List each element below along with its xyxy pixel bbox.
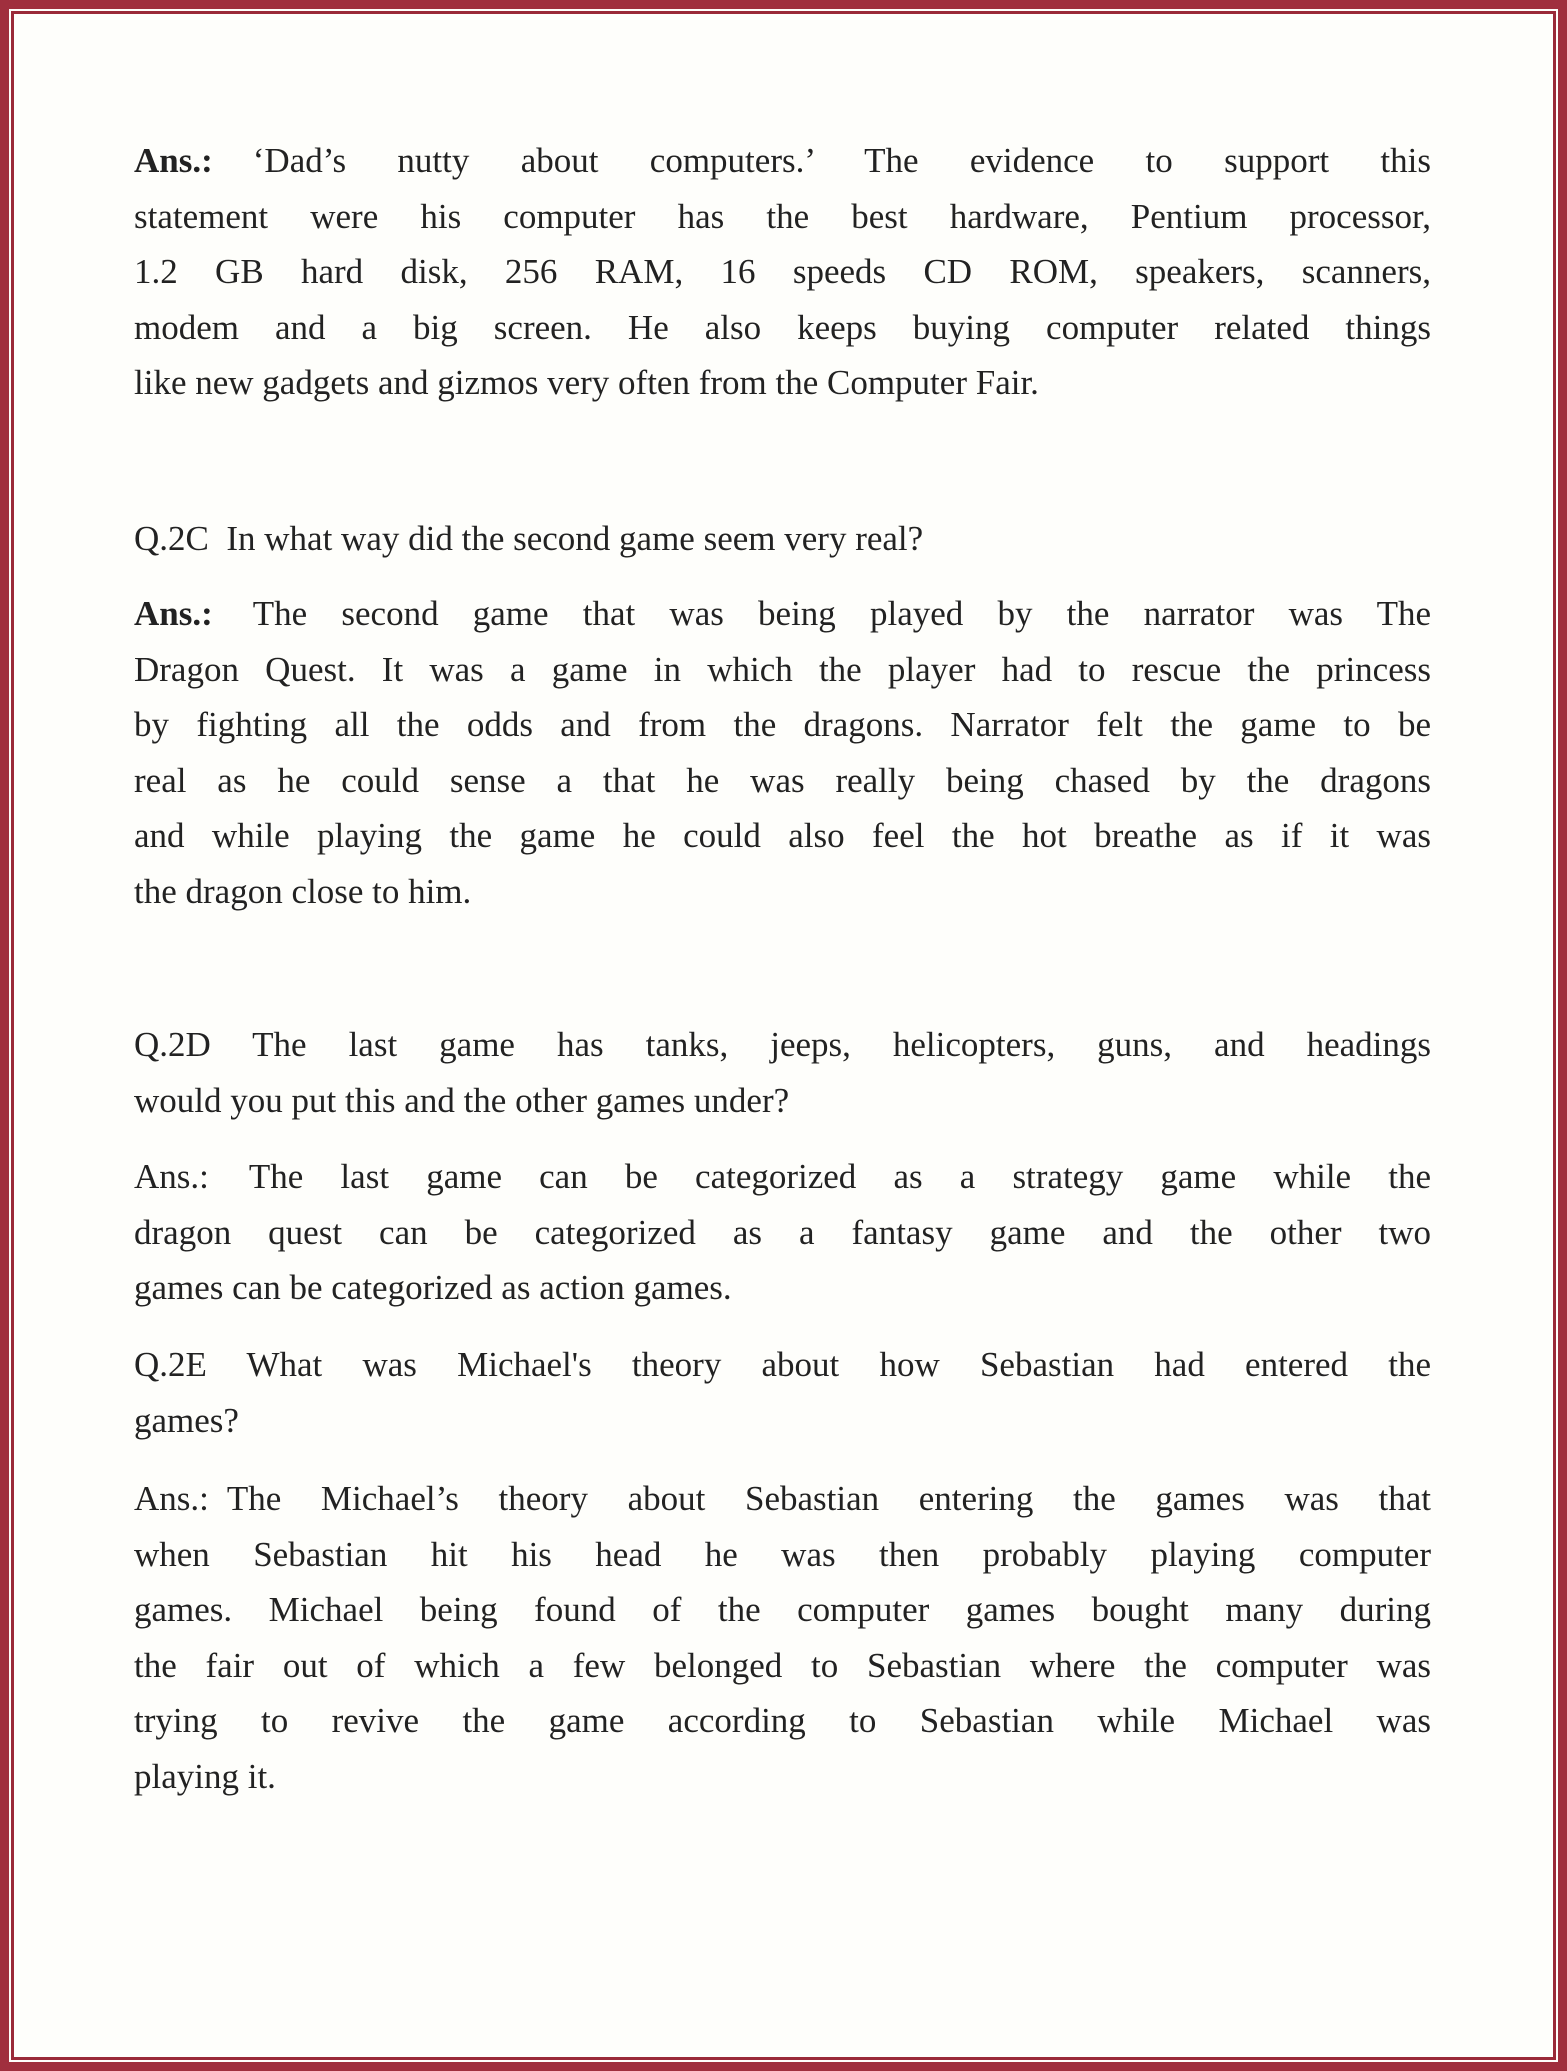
answer-label: Ans.:	[134, 1479, 209, 1518]
answer-line: the fair out of which a few belonged to Sebastian where the computer was	[134, 1645, 1431, 1685]
answer-line: The last game can be categorized as a strategy game while the	[248, 1157, 1431, 1196]
answer-line: modem and a big screen. He also keeps buying computer related things	[134, 307, 1431, 347]
question-text: Q.2C In what way did the second game seem very real?	[134, 519, 924, 558]
answer-line: when Sebastian hit his head he was then probably playing computer	[134, 1534, 1431, 1574]
question-text: would you put this and the other games under?	[134, 1080, 790, 1120]
answer-line: Dragon Quest. It was a game in which the player had to rescue the princess	[134, 649, 1431, 689]
q2c-answer	[134, 586, 1431, 919]
question-text: Q.2E What was Michael's theory about how Sebastian had entered the	[134, 1345, 1431, 1384]
answer-line: and while playing the game he could also feel the hot breathe as if it was	[134, 816, 1431, 855]
answer-label: Ans.:	[134, 1157, 209, 1196]
answer-line: by fighting all the odds and from the dragons. Narrator felt the game to be	[134, 705, 1431, 744]
answer-label: Ans.:	[134, 141, 213, 180]
answer-line: statement were his computer has the best hardware, Pentium processor,	[134, 196, 1431, 236]
q2d-answer	[134, 1149, 1431, 1316]
answer-line: trying to revive the game according to Sebastian while Michael was	[134, 1701, 1431, 1740]
answer-line: like new gadgets and gizmos very often from the Computer Fair.	[134, 363, 1039, 402]
answer-line: The second game that was being played by the narrator was The	[252, 594, 1431, 633]
q2d-question	[134, 1017, 1431, 1128]
answer-line: 1.2 GB hard disk, 256 RAM, 16 speeds CD ROM, speakers, scanners,	[134, 252, 1431, 291]
q2b-answer	[134, 133, 1431, 411]
q2e-answer	[134, 1471, 1431, 1804]
answer-line: the dragon close to him.	[134, 871, 472, 911]
answer-line: games. Michael being found of the computer games bought many during	[134, 1590, 1431, 1629]
question-text: Q.2D The last game has tanks, jeeps, helicopters, guns, and headings	[134, 1025, 1431, 1064]
answer-line: games can be categorized as action games.	[134, 1268, 732, 1307]
answer-line: ‘Dad’s nutty about computers.’ The evidence to support this	[252, 141, 1431, 180]
q2e-question	[134, 1337, 1431, 1448]
answer-line: real as he could sense a that he was really being chased by the dragons	[134, 760, 1431, 800]
answer-line: dragon quest can be categorized as a fantasy game and the other two	[134, 1212, 1431, 1252]
answer-line: The Michael’s theory about Sebastian entering the games was that	[226, 1479, 1431, 1518]
question-text: games?	[134, 1400, 239, 1440]
q2c-question	[134, 511, 1431, 567]
answer-line: playing it.	[134, 1756, 276, 1796]
answer-label: Ans.:	[134, 594, 213, 633]
